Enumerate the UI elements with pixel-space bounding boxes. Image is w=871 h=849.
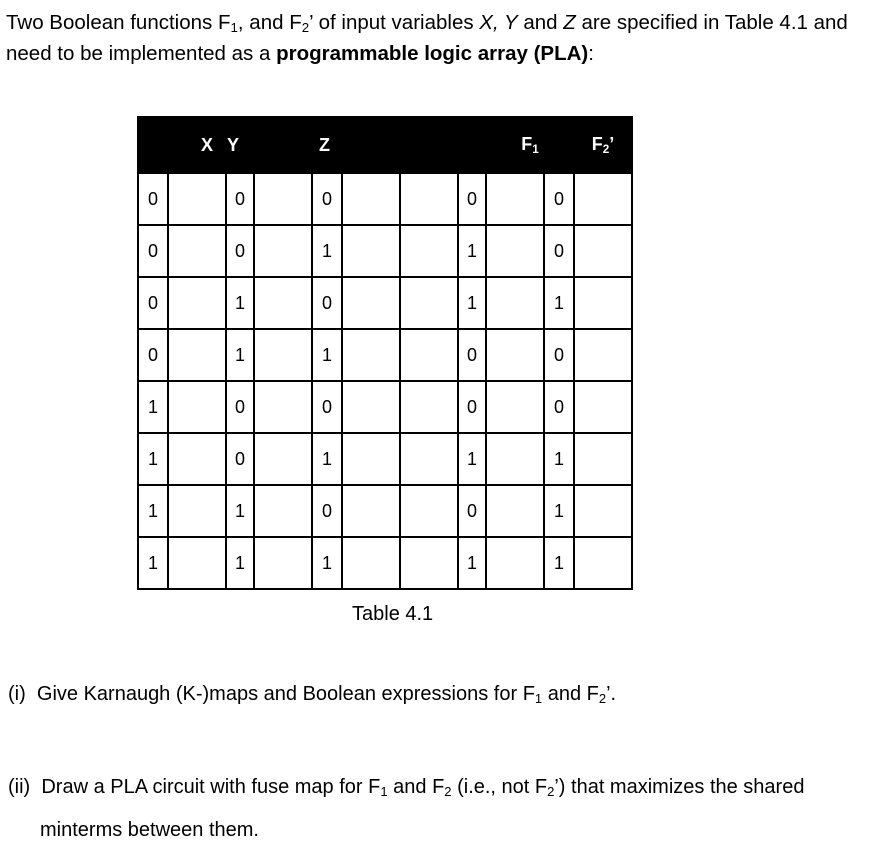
question-1-text: and F [542, 683, 599, 705]
cell-blank [254, 225, 312, 277]
cell-z: 1 [312, 537, 342, 589]
header-f2-base: F [591, 134, 603, 154]
table-row [138, 277, 632, 329]
cell-blank [254, 173, 312, 225]
table-row [138, 329, 632, 381]
cell-f1: 0 [458, 329, 486, 381]
cell-blank [168, 537, 226, 589]
cell-blank [342, 381, 400, 433]
cell-blank [342, 485, 400, 537]
header-gap [400, 117, 486, 173]
table-row [138, 485, 632, 537]
cell-x: 0 [138, 173, 168, 225]
table-caption: Table 4.1 [352, 603, 434, 625]
intro-text: ’ of input variables [309, 11, 480, 34]
cell-blank [486, 537, 544, 589]
cell-blank [574, 433, 632, 485]
cell-blank [486, 225, 544, 277]
question-2-subscript: 2 [547, 784, 555, 799]
cell-blank [342, 433, 400, 485]
question-1-text: Give Karnaugh (K-)maps and Boolean expressions for F [36, 683, 535, 705]
cell-y: 1 [226, 537, 254, 589]
cell-f1: 0 [458, 485, 486, 537]
cell-z: 0 [312, 485, 342, 537]
cell-blank [168, 381, 226, 433]
cell-f2: 0 [544, 381, 574, 433]
cell-z: 0 [312, 173, 342, 225]
cell-f1: 1 [458, 433, 486, 485]
truth-table [137, 116, 633, 590]
cell-x: 1 [138, 433, 168, 485]
cell-f2: 1 [544, 537, 574, 589]
question-2-text: ’) that maximizes the shared minterms between them. [40, 776, 805, 841]
cell-blank [342, 329, 400, 381]
header-f1-base: F [521, 134, 533, 154]
cell-blank [254, 277, 312, 329]
cell-blank [400, 537, 458, 589]
cell-blank [574, 329, 632, 381]
cell-blank [168, 277, 226, 329]
table-row [138, 381, 632, 433]
cell-x: 1 [138, 485, 168, 537]
header-y: Y [226, 117, 312, 173]
cell-blank [342, 225, 400, 277]
cell-y: 0 [226, 381, 254, 433]
cell-blank [254, 537, 312, 589]
cell-blank [254, 381, 312, 433]
cell-x: 1 [138, 381, 168, 433]
cell-blank [400, 485, 458, 537]
question-1-subscript: 1 [534, 691, 543, 706]
cell-blank [254, 329, 312, 381]
cell-f2: 1 [544, 277, 574, 329]
cell-f2: 0 [544, 225, 574, 277]
cell-blank [574, 277, 632, 329]
header-z: Z [312, 117, 400, 173]
cell-blank [342, 537, 400, 589]
intro-text: Two Boolean functions F [6, 11, 231, 34]
cell-x: 1 [138, 537, 168, 589]
cell-blank [574, 225, 632, 277]
table-body [138, 173, 632, 589]
cell-f1: 1 [458, 277, 486, 329]
cell-blank [168, 433, 226, 485]
cell-f2: 1 [544, 433, 574, 485]
header-f1 [486, 117, 574, 173]
cell-blank [486, 173, 544, 225]
intro-variables: X, Y [479, 11, 518, 34]
question-1-subscript: 2 [598, 691, 607, 706]
intro-text: are specified in Table 4.1 and need to be implemented as a [6, 11, 848, 65]
cell-blank [168, 485, 226, 537]
intro-bold-term: programmable logic array (PLA) [276, 42, 589, 65]
table-row [138, 173, 632, 225]
question-1 [8, 675, 616, 718]
cell-z: 0 [312, 381, 342, 433]
cell-blank [486, 329, 544, 381]
question-1-text: ’. [606, 683, 617, 705]
cell-blank [254, 485, 312, 537]
intro-paragraph [6, 10, 866, 67]
table-row [138, 225, 632, 277]
intro-text: : [588, 42, 594, 65]
cell-y: 1 [226, 485, 254, 537]
cell-blank [400, 173, 458, 225]
cell-blank [342, 173, 400, 225]
cell-f2: 1 [544, 485, 574, 537]
cell-blank [400, 277, 458, 329]
cell-y: 0 [226, 225, 254, 277]
cell-y: 1 [226, 329, 254, 381]
question-2-number: (ii) [8, 776, 31, 798]
cell-x: 0 [138, 225, 168, 277]
header-f2-subscript: 2 [602, 143, 610, 156]
header-f2-prime: ’ [609, 134, 615, 154]
cell-blank [342, 277, 400, 329]
cell-z: 0 [312, 277, 342, 329]
intro-variable-z: Z [563, 11, 576, 34]
table-row [138, 433, 632, 485]
question-2 [8, 768, 871, 849]
cell-blank [574, 485, 632, 537]
cell-y: 1 [226, 277, 254, 329]
intro-subscript: 1 [230, 20, 238, 35]
question-2-subscript: 1 [380, 784, 388, 799]
question-2-text: Draw a PLA circuit with fuse map for F [41, 776, 381, 798]
cell-x: 0 [138, 329, 168, 381]
cell-f1: 0 [458, 381, 486, 433]
cell-blank [574, 381, 632, 433]
cell-blank [486, 433, 544, 485]
cell-blank [486, 381, 544, 433]
question-1-number: (i) [8, 683, 26, 705]
cell-x: 0 [138, 277, 168, 329]
cell-blank [400, 329, 458, 381]
cell-blank [400, 381, 458, 433]
header-x: X [138, 117, 226, 173]
cell-blank [168, 329, 226, 381]
cell-f2: 0 [544, 173, 574, 225]
question-2-text: and F [387, 776, 445, 798]
question-2-text: (i.e., not F [451, 776, 548, 798]
cell-blank [486, 277, 544, 329]
cell-blank [486, 485, 544, 537]
cell-f1: 1 [458, 225, 486, 277]
cell-blank [400, 225, 458, 277]
table-row [138, 537, 632, 589]
cell-f2: 0 [544, 329, 574, 381]
question-2-subscript: 2 [444, 784, 452, 799]
cell-f1: 0 [458, 173, 486, 225]
header-f2 [574, 117, 632, 173]
intro-text: and [517, 11, 564, 34]
table-header-row [138, 117, 632, 173]
intro-text: , and F [237, 11, 302, 34]
cell-f1: 1 [458, 537, 486, 589]
cell-z: 1 [312, 329, 342, 381]
intro-subscript: 2 [301, 20, 310, 35]
cell-z: 1 [312, 225, 342, 277]
cell-blank [574, 173, 632, 225]
cell-blank [400, 433, 458, 485]
header-f1-subscript: 1 [532, 143, 539, 156]
cell-blank [168, 173, 226, 225]
cell-z: 1 [312, 433, 342, 485]
cell-y: 0 [226, 433, 254, 485]
cell-blank [168, 225, 226, 277]
cell-blank [574, 537, 632, 589]
cell-blank [254, 433, 312, 485]
cell-y: 0 [226, 173, 254, 225]
